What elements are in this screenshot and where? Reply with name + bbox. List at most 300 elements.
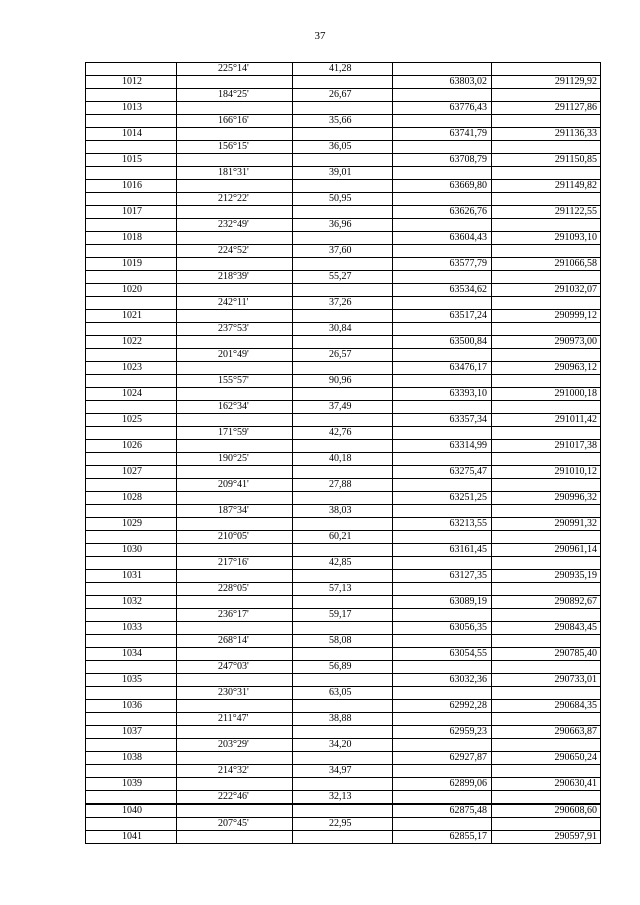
point-number-cell xyxy=(86,583,177,596)
y-coordinate-cell: 290843,45 xyxy=(492,622,601,635)
y-coordinate-cell: 290663,87 xyxy=(492,726,601,739)
direction-angle-cell xyxy=(177,544,293,557)
point-number-cell xyxy=(86,687,177,700)
point-number-cell xyxy=(86,297,177,310)
direction-angle-cell: 209°41' xyxy=(177,479,293,492)
table-row xyxy=(86,505,601,518)
table-row xyxy=(86,831,601,844)
table-row xyxy=(86,765,601,778)
table-row xyxy=(86,440,601,453)
table-row xyxy=(86,687,601,700)
point-number-cell: 1012 xyxy=(86,76,177,89)
x-coordinate-cell: 63127,35 xyxy=(393,570,492,583)
distance-cell: 40,18 xyxy=(293,453,393,466)
point-number-cell xyxy=(86,713,177,726)
y-coordinate-cell xyxy=(492,349,601,362)
distance-cell xyxy=(293,232,393,245)
y-coordinate-cell: 290996,32 xyxy=(492,492,601,505)
table-row xyxy=(86,89,601,102)
distance-cell: 57,13 xyxy=(293,583,393,596)
direction-angle-cell xyxy=(177,648,293,661)
distance-cell xyxy=(293,102,393,115)
distance-cell: 26,67 xyxy=(293,89,393,102)
y-coordinate-cell: 290935,19 xyxy=(492,570,601,583)
y-coordinate-cell xyxy=(492,375,601,388)
x-coordinate-cell: 63741,79 xyxy=(393,128,492,141)
direction-angle-cell: 224°52' xyxy=(177,245,293,258)
direction-angle-cell xyxy=(177,674,293,687)
point-number-cell: 1038 xyxy=(86,752,177,765)
x-coordinate-cell xyxy=(393,167,492,180)
distance-cell xyxy=(293,310,393,323)
distance-cell: 30,84 xyxy=(293,323,393,336)
direction-angle-cell: 230°31' xyxy=(177,687,293,700)
point-number-cell xyxy=(86,791,177,805)
y-coordinate-cell xyxy=(492,219,601,232)
distance-cell xyxy=(293,596,393,609)
distance-cell xyxy=(293,831,393,844)
x-coordinate-cell xyxy=(393,713,492,726)
x-coordinate-cell: 63577,79 xyxy=(393,258,492,271)
y-coordinate-cell: 290650,24 xyxy=(492,752,601,765)
direction-angle-cell: 242°11' xyxy=(177,297,293,310)
distance-cell: 36,96 xyxy=(293,219,393,232)
direction-angle-cell: 218°39' xyxy=(177,271,293,284)
x-coordinate-cell xyxy=(393,193,492,206)
distance-cell xyxy=(293,492,393,505)
distance-cell: 90,96 xyxy=(293,375,393,388)
direction-angle-cell xyxy=(177,232,293,245)
direction-angle-cell xyxy=(177,492,293,505)
table-row xyxy=(86,622,601,635)
direction-angle-cell xyxy=(177,726,293,739)
table-row xyxy=(86,466,601,479)
table-row xyxy=(86,531,601,544)
direction-angle-cell: 190°25' xyxy=(177,453,293,466)
table-row xyxy=(86,258,601,271)
x-coordinate-cell xyxy=(393,89,492,102)
table-row xyxy=(86,336,601,349)
point-number-cell xyxy=(86,479,177,492)
direction-angle-cell: 210°05' xyxy=(177,531,293,544)
table-row xyxy=(86,583,601,596)
distance-cell xyxy=(293,648,393,661)
point-number-cell: 1030 xyxy=(86,544,177,557)
x-coordinate-cell: 63089,19 xyxy=(393,596,492,609)
point-number-cell: 1034 xyxy=(86,648,177,661)
x-coordinate-cell: 63056,35 xyxy=(393,622,492,635)
y-coordinate-cell xyxy=(492,687,601,700)
distance-cell: 37,60 xyxy=(293,245,393,258)
distance-cell: 60,21 xyxy=(293,531,393,544)
x-coordinate-cell xyxy=(393,609,492,622)
point-number-cell xyxy=(86,193,177,206)
table-row xyxy=(86,713,601,726)
table-row xyxy=(86,310,601,323)
table-row xyxy=(86,297,601,310)
point-number-cell xyxy=(86,609,177,622)
x-coordinate-cell xyxy=(393,479,492,492)
direction-angle-cell xyxy=(177,388,293,401)
distance-cell: 36,05 xyxy=(293,141,393,154)
y-coordinate-cell: 290608,60 xyxy=(492,804,601,818)
table-row xyxy=(86,167,601,180)
point-number-cell xyxy=(86,531,177,544)
direction-angle-cell xyxy=(177,831,293,844)
x-coordinate-cell: 62992,28 xyxy=(393,700,492,713)
direction-angle-cell: 166°16' xyxy=(177,115,293,128)
x-coordinate-cell xyxy=(393,557,492,570)
point-number-cell: 1031 xyxy=(86,570,177,583)
distance-cell xyxy=(293,180,393,193)
point-number-cell xyxy=(86,323,177,336)
point-number-cell xyxy=(86,89,177,102)
x-coordinate-cell: 63776,43 xyxy=(393,102,492,115)
table-row xyxy=(86,284,601,297)
x-coordinate-cell: 63213,55 xyxy=(393,518,492,531)
point-number-cell: 1017 xyxy=(86,206,177,219)
table-row xyxy=(86,362,601,375)
point-number-cell: 1033 xyxy=(86,622,177,635)
point-number-cell: 1041 xyxy=(86,831,177,844)
x-coordinate-cell xyxy=(393,818,492,831)
distance-cell xyxy=(293,570,393,583)
point-number-cell xyxy=(86,427,177,440)
distance-cell: 35,66 xyxy=(293,115,393,128)
point-number-cell xyxy=(86,505,177,518)
y-coordinate-cell xyxy=(492,89,601,102)
direction-angle-cell xyxy=(177,310,293,323)
point-number-cell xyxy=(86,167,177,180)
distance-cell: 32,13 xyxy=(293,791,393,805)
y-coordinate-cell xyxy=(492,557,601,570)
table-row xyxy=(86,752,601,765)
distance-cell xyxy=(293,726,393,739)
distance-cell xyxy=(293,778,393,791)
table-row xyxy=(86,323,601,336)
x-coordinate-cell xyxy=(393,115,492,128)
table-row xyxy=(86,661,601,674)
y-coordinate-cell xyxy=(492,401,601,414)
x-coordinate-cell xyxy=(393,271,492,284)
table-row xyxy=(86,635,601,648)
direction-angle-cell xyxy=(177,596,293,609)
distance-cell: 34,97 xyxy=(293,765,393,778)
y-coordinate-cell: 290999,12 xyxy=(492,310,601,323)
y-coordinate-cell: 291011,42 xyxy=(492,414,601,427)
y-coordinate-cell xyxy=(492,115,601,128)
direction-angle-cell: 217°16' xyxy=(177,557,293,570)
x-coordinate-cell: 62855,17 xyxy=(393,831,492,844)
point-number-cell: 1021 xyxy=(86,310,177,323)
y-coordinate-cell xyxy=(492,323,601,336)
distance-cell xyxy=(293,76,393,89)
x-coordinate-cell: 63251,25 xyxy=(393,492,492,505)
direction-angle-cell xyxy=(177,440,293,453)
y-coordinate-cell: 290961,14 xyxy=(492,544,601,557)
direction-angle-cell xyxy=(177,804,293,818)
direction-angle-cell: 162°34' xyxy=(177,401,293,414)
x-coordinate-cell xyxy=(393,297,492,310)
direction-angle-cell xyxy=(177,128,293,141)
table-row xyxy=(86,778,601,791)
distance-cell xyxy=(293,284,393,297)
point-number-cell xyxy=(86,115,177,128)
point-number-cell: 1015 xyxy=(86,154,177,167)
distance-cell: 42,85 xyxy=(293,557,393,570)
distance-cell: 27,88 xyxy=(293,479,393,492)
distance-cell xyxy=(293,336,393,349)
y-coordinate-cell xyxy=(492,791,601,805)
table-row xyxy=(86,232,601,245)
distance-cell xyxy=(293,622,393,635)
table-row xyxy=(86,804,601,818)
y-coordinate-cell xyxy=(492,818,601,831)
distance-cell: 22,95 xyxy=(293,818,393,831)
y-coordinate-cell: 291093,10 xyxy=(492,232,601,245)
direction-angle-cell xyxy=(177,700,293,713)
point-number-cell: 1014 xyxy=(86,128,177,141)
table-row xyxy=(86,544,601,557)
y-coordinate-cell: 291000,18 xyxy=(492,388,601,401)
table-row xyxy=(86,76,601,89)
x-coordinate-cell xyxy=(393,375,492,388)
table-row xyxy=(86,427,601,440)
x-coordinate-cell xyxy=(393,765,492,778)
direction-angle-cell xyxy=(177,466,293,479)
coordinate-table-body xyxy=(86,63,601,844)
table-row xyxy=(86,115,601,128)
x-coordinate-cell: 62875,48 xyxy=(393,804,492,818)
distance-cell: 39,01 xyxy=(293,167,393,180)
table-row xyxy=(86,245,601,258)
direction-angle-cell: 237°53' xyxy=(177,323,293,336)
x-coordinate-cell: 62927,87 xyxy=(393,752,492,765)
direction-angle-cell: 222°46' xyxy=(177,791,293,805)
direction-angle-cell: 155°57' xyxy=(177,375,293,388)
table-row xyxy=(86,557,601,570)
direction-angle-cell xyxy=(177,206,293,219)
point-number-cell xyxy=(86,401,177,414)
direction-angle-cell xyxy=(177,154,293,167)
point-number-cell xyxy=(86,245,177,258)
direction-angle-cell xyxy=(177,622,293,635)
distance-cell xyxy=(293,362,393,375)
y-coordinate-cell: 290892,67 xyxy=(492,596,601,609)
x-coordinate-cell xyxy=(393,791,492,805)
y-coordinate-cell xyxy=(492,635,601,648)
point-number-cell: 1040 xyxy=(86,804,177,818)
table-row xyxy=(86,193,601,206)
direction-angle-cell: 203°29' xyxy=(177,739,293,752)
x-coordinate-cell xyxy=(393,63,492,76)
distance-cell: 37,49 xyxy=(293,401,393,414)
direction-angle-cell: 236°17' xyxy=(177,609,293,622)
y-coordinate-cell xyxy=(492,531,601,544)
x-coordinate-cell xyxy=(393,635,492,648)
y-coordinate-cell xyxy=(492,297,601,310)
x-coordinate-cell: 63517,24 xyxy=(393,310,492,323)
point-number-cell: 1018 xyxy=(86,232,177,245)
y-coordinate-cell xyxy=(492,739,601,752)
y-coordinate-cell xyxy=(492,583,601,596)
point-number-cell xyxy=(86,219,177,232)
point-number-cell xyxy=(86,453,177,466)
table-row xyxy=(86,648,601,661)
point-number-cell xyxy=(86,63,177,76)
point-number-cell: 1039 xyxy=(86,778,177,791)
point-number-cell: 1036 xyxy=(86,700,177,713)
distance-cell xyxy=(293,518,393,531)
point-number-cell: 1024 xyxy=(86,388,177,401)
x-coordinate-cell xyxy=(393,349,492,362)
point-number-cell xyxy=(86,375,177,388)
table-row xyxy=(86,206,601,219)
coordinate-table xyxy=(85,62,601,844)
point-number-cell: 1027 xyxy=(86,466,177,479)
direction-angle-cell xyxy=(177,258,293,271)
direction-angle-cell: 214°32' xyxy=(177,765,293,778)
y-coordinate-cell xyxy=(492,141,601,154)
point-number-cell xyxy=(86,635,177,648)
table-row xyxy=(86,128,601,141)
point-number-cell xyxy=(86,557,177,570)
y-coordinate-cell: 291149,82 xyxy=(492,180,601,193)
y-coordinate-cell xyxy=(492,271,601,284)
direction-angle-cell: 184°25' xyxy=(177,89,293,102)
x-coordinate-cell xyxy=(393,583,492,596)
distance-cell xyxy=(293,258,393,271)
distance-cell xyxy=(293,752,393,765)
table-row xyxy=(86,414,601,427)
x-coordinate-cell xyxy=(393,141,492,154)
y-coordinate-cell: 291127,86 xyxy=(492,102,601,115)
y-coordinate-cell xyxy=(492,713,601,726)
direction-angle-cell: 211°47' xyxy=(177,713,293,726)
table-row xyxy=(86,401,601,414)
point-number-cell xyxy=(86,818,177,831)
table-row xyxy=(86,375,601,388)
x-coordinate-cell xyxy=(393,687,492,700)
x-coordinate-cell: 63314,99 xyxy=(393,440,492,453)
table-row xyxy=(86,791,601,805)
direction-angle-cell: 181°31' xyxy=(177,167,293,180)
y-coordinate-cell xyxy=(492,427,601,440)
direction-angle-cell: 212°22' xyxy=(177,193,293,206)
point-number-cell xyxy=(86,349,177,362)
direction-angle-cell xyxy=(177,362,293,375)
x-coordinate-cell: 62899,06 xyxy=(393,778,492,791)
point-number-cell: 1026 xyxy=(86,440,177,453)
x-coordinate-cell: 63161,45 xyxy=(393,544,492,557)
y-coordinate-cell: 290630,41 xyxy=(492,778,601,791)
direction-angle-cell: 171°59' xyxy=(177,427,293,440)
distance-cell: 38,03 xyxy=(293,505,393,518)
y-coordinate-cell: 290684,35 xyxy=(492,700,601,713)
distance-cell: 56,89 xyxy=(293,661,393,674)
x-coordinate-cell xyxy=(393,505,492,518)
x-coordinate-cell: 63032,36 xyxy=(393,674,492,687)
x-coordinate-cell: 63393,10 xyxy=(393,388,492,401)
direction-angle-cell xyxy=(177,180,293,193)
direction-angle-cell xyxy=(177,102,293,115)
table-row xyxy=(86,726,601,739)
direction-angle-cell xyxy=(177,518,293,531)
x-coordinate-cell: 63476,17 xyxy=(393,362,492,375)
direction-angle-cell xyxy=(177,284,293,297)
direction-angle-cell xyxy=(177,570,293,583)
distance-cell: 38,88 xyxy=(293,713,393,726)
distance-cell xyxy=(293,414,393,427)
direction-angle-cell: 225°14' xyxy=(177,63,293,76)
distance-cell: 50,95 xyxy=(293,193,393,206)
point-number-cell: 1029 xyxy=(86,518,177,531)
distance-cell: 41,28 xyxy=(293,63,393,76)
y-coordinate-cell: 291136,33 xyxy=(492,128,601,141)
point-number-cell xyxy=(86,271,177,284)
direction-angle-cell: 247°03' xyxy=(177,661,293,674)
point-number-cell: 1020 xyxy=(86,284,177,297)
table-row xyxy=(86,570,601,583)
distance-cell: 37,26 xyxy=(293,297,393,310)
direction-angle-cell xyxy=(177,752,293,765)
direction-angle-cell xyxy=(177,336,293,349)
y-coordinate-cell: 290991,32 xyxy=(492,518,601,531)
table-row xyxy=(86,349,601,362)
y-coordinate-cell xyxy=(492,765,601,778)
x-coordinate-cell xyxy=(393,401,492,414)
table-row xyxy=(86,271,601,284)
y-coordinate-cell xyxy=(492,167,601,180)
table-row xyxy=(86,63,601,76)
page-number: 37 xyxy=(314,30,326,42)
table-row xyxy=(86,154,601,167)
direction-angle-cell: 187°34' xyxy=(177,505,293,518)
distance-cell xyxy=(293,544,393,557)
x-coordinate-cell: 63357,34 xyxy=(393,414,492,427)
y-coordinate-cell: 291129,92 xyxy=(492,76,601,89)
x-coordinate-cell xyxy=(393,219,492,232)
direction-angle-cell xyxy=(177,414,293,427)
y-coordinate-cell: 291032,07 xyxy=(492,284,601,297)
y-coordinate-cell: 291017,38 xyxy=(492,440,601,453)
direction-angle-cell: 207°45' xyxy=(177,818,293,831)
direction-angle-cell: 156°15' xyxy=(177,141,293,154)
table-row xyxy=(86,518,601,531)
y-coordinate-cell: 290973,00 xyxy=(492,336,601,349)
x-coordinate-cell xyxy=(393,453,492,466)
y-coordinate-cell xyxy=(492,453,601,466)
direction-angle-cell xyxy=(177,76,293,89)
y-coordinate-cell xyxy=(492,193,601,206)
x-coordinate-cell: 63604,43 xyxy=(393,232,492,245)
direction-angle-cell: 232°49' xyxy=(177,219,293,232)
direction-angle-cell xyxy=(177,778,293,791)
y-coordinate-cell xyxy=(492,63,601,76)
distance-cell: 42,76 xyxy=(293,427,393,440)
y-coordinate-cell xyxy=(492,609,601,622)
point-number-cell: 1013 xyxy=(86,102,177,115)
table-row xyxy=(86,492,601,505)
point-number-cell xyxy=(86,141,177,154)
distance-cell xyxy=(293,700,393,713)
point-number-cell: 1016 xyxy=(86,180,177,193)
y-coordinate-cell: 290963,12 xyxy=(492,362,601,375)
table-row xyxy=(86,674,601,687)
y-coordinate-cell: 291010,12 xyxy=(492,466,601,479)
point-number-cell: 1028 xyxy=(86,492,177,505)
distance-cell: 34,20 xyxy=(293,739,393,752)
